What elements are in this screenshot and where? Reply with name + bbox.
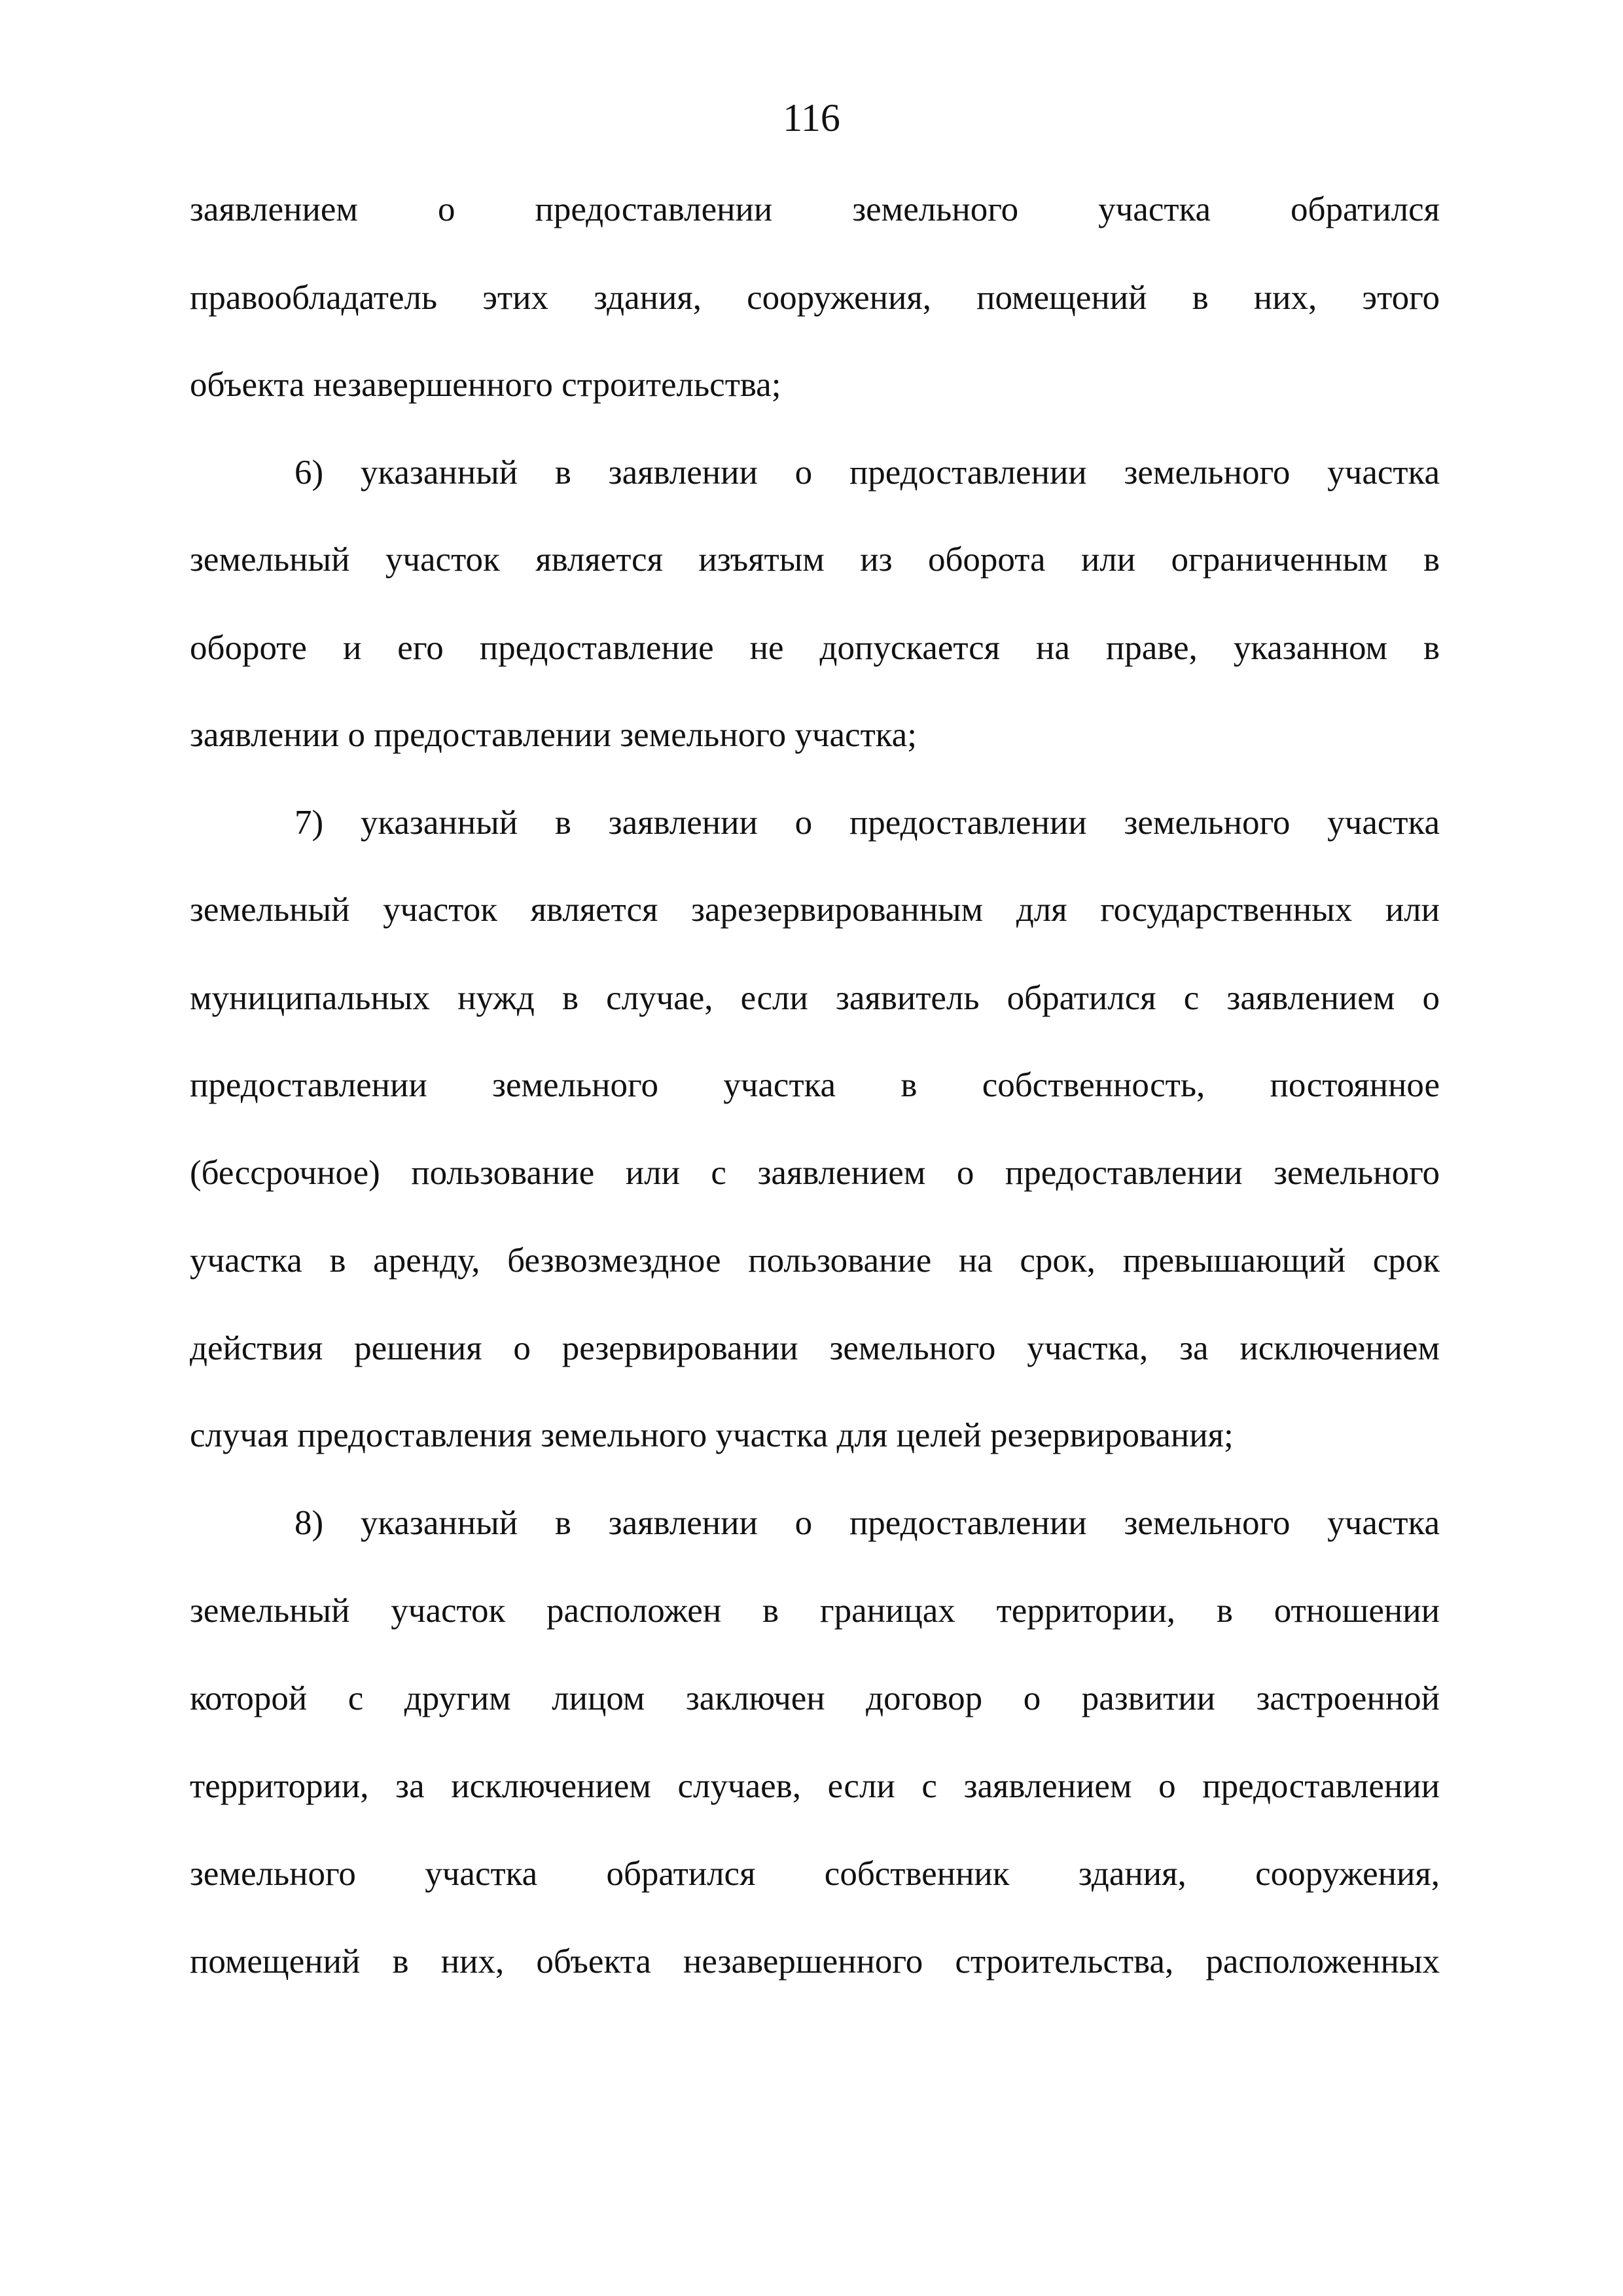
text-line: участка в аренду, безвозмездное пользование на срок, превышающий срок [190, 1242, 1440, 1280]
text-line: обороте и его предоставление не допускается на праве, указанном в [190, 629, 1440, 667]
text-line: правообладатель этих здания, сооружения, помещений в них, этого [190, 279, 1440, 317]
text-line: территории, за исключением случаев, если с заявлением о предоставлении [190, 1767, 1440, 1805]
text-line: которой с другим лицом заключен договор о развитии застроенной [190, 1679, 1440, 1717]
paragraph-8-first-line: 8) указанный в заявлении о предоставлении земельного участка [294, 1504, 1440, 1542]
text-line: действия решения о резервировании земельного участка, за исключением [190, 1329, 1440, 1367]
text-line: случая предоставления земельного участка для целей резервирования; [190, 1416, 1234, 1454]
text-line: земельный участок расположен в границах территории, в отношении [190, 1592, 1440, 1630]
text-line: предоставлении земельного участка в собственность, постоянное [190, 1066, 1440, 1104]
paragraph-6-first-line: 6) указанный в заявлении о предоставлении земельного участка [294, 454, 1440, 492]
text-line: заявлении о предоставлении земельного участка; [190, 716, 917, 754]
text-line: муниципальных нужд в случае, если заявитель обратился с заявлением о [190, 979, 1440, 1017]
text-line: земельный участок является зарезервированным для государственных или [190, 891, 1440, 929]
text-line: (бессрочное) пользование или с заявлением о предоставлении земельного [190, 1154, 1440, 1192]
text-line: помещений в них, объекта незавершенного строительства, расположенных [190, 1943, 1440, 1981]
text-line: заявлением о предоставлении земельного участка обратился [190, 190, 1440, 228]
paragraph-7-first-line: 7) указанный в заявлении о предоставлении земельного участка [294, 804, 1440, 842]
text-line: земельного участка обратился собственник здания, сооружения, [190, 1855, 1440, 1893]
page-number: 116 [783, 96, 840, 139]
text-line: земельный участок является изъятым из оборота или ограниченным в [190, 541, 1440, 579]
text-line: объекта незавершенного строительства; [190, 366, 781, 404]
